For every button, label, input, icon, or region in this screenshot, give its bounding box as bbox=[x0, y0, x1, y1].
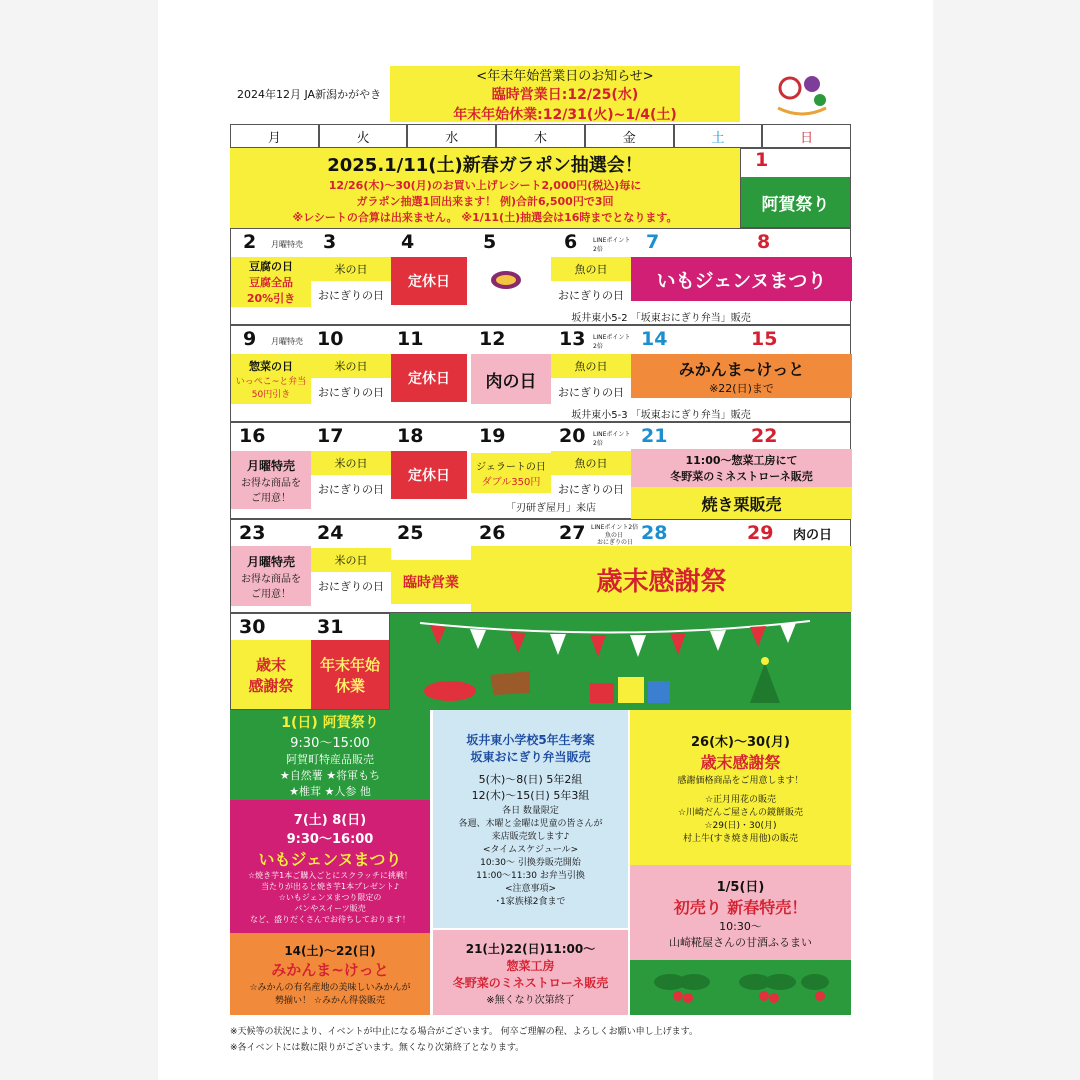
lottery-line3: ※レシートの合算は出来ません。 ※1/11(土)抽選会は16時までとなります。 bbox=[292, 211, 678, 224]
monday-sale-block-2 bbox=[231, 546, 311, 606]
mikan-market-block bbox=[631, 354, 852, 398]
roasted-chestnut-label: 焼き栗販売 bbox=[631, 487, 852, 519]
week-row-5 bbox=[230, 519, 851, 613]
imo-info-line2: 当たりが出ると焼き芋1本プレゼント♪ bbox=[261, 881, 399, 891]
imo-info-line4: パンやスイーツ販売 bbox=[294, 903, 366, 913]
sweet-potato-icon bbox=[489, 267, 523, 293]
day-21-number: 21 bbox=[641, 425, 668, 447]
day-31-number: 31 bbox=[317, 616, 344, 638]
notice-line2: 年末年始休業:12/31(火)~1/4(土) bbox=[453, 106, 677, 123]
minestrone-info-title: 21(土)22(日)11:00～ bbox=[465, 941, 596, 956]
school-info-title2: 坂東おにぎり弁当販売 bbox=[470, 750, 591, 764]
info-mikan-market bbox=[230, 933, 430, 1015]
info-new-year-sale bbox=[630, 865, 851, 960]
school-info-line9: <注意事項> bbox=[504, 884, 557, 894]
day-16-number: 16 bbox=[239, 425, 266, 447]
monday-sale-line1-2: お得な商品を bbox=[241, 573, 301, 585]
aga-info-title: 1(日) 阿賀祭り bbox=[281, 714, 379, 731]
weekday-fri: 金 bbox=[585, 124, 674, 148]
fish-day-label: 魚の日 bbox=[551, 257, 631, 281]
day-27-number: 27 bbox=[559, 522, 586, 544]
school-info-title1: 坂井東小学校5年生考案 bbox=[466, 733, 595, 747]
info-minestrone bbox=[433, 930, 628, 1015]
closed-day-label-2: 定休日 bbox=[391, 354, 467, 402]
day-13-number: 13 bbox=[559, 328, 586, 350]
week-row-4 bbox=[230, 422, 851, 519]
school-info-line7: 10:30～ 引換券販売開始 bbox=[480, 858, 581, 868]
day-26-number: 26 bbox=[479, 522, 506, 544]
weekday-thu: 木 bbox=[496, 124, 585, 148]
weekday-sat: 土 bbox=[674, 124, 763, 148]
minestrone-info-line1: 惣菜工房 bbox=[506, 958, 555, 973]
day-1-cell bbox=[740, 148, 851, 228]
holiday-31-line2: 休業 bbox=[334, 676, 365, 695]
monday-sale-tag: 月曜特売 bbox=[271, 240, 303, 249]
day-30-number: 30 bbox=[239, 616, 266, 638]
day-14-number: 14 bbox=[641, 328, 668, 350]
fish-day-label-2: 魚の日 bbox=[551, 354, 631, 378]
week-row-2 bbox=[230, 228, 851, 325]
day-17-number: 17 bbox=[317, 425, 344, 447]
bunting-flags-icon bbox=[390, 613, 851, 710]
weekday-sun: 日 bbox=[762, 124, 851, 148]
onigiri-day-small: おにぎりの日 bbox=[597, 539, 634, 546]
newyear-info-line1: 10:30～ bbox=[719, 919, 762, 933]
minestrone-line2: 冬野菜のミネストローネ販売 bbox=[670, 470, 813, 483]
info-aga-festival bbox=[230, 710, 430, 800]
thanks-info-line2: ☆正月用花の販売 bbox=[704, 795, 777, 805]
line-point-tag-3: LINEポイント2倍 bbox=[593, 431, 631, 447]
holly-decoration-icon bbox=[630, 960, 851, 1015]
brand-logo-icon bbox=[772, 68, 832, 120]
sozai-day-label: 惣菜の日 bbox=[249, 360, 293, 373]
imo-info-date: 7(土) 8(日) bbox=[293, 812, 367, 828]
day-5-number: 5 bbox=[483, 231, 497, 253]
imo-info-title: いもジェンヌまつり bbox=[258, 849, 402, 869]
rice-day-label: 米の日 bbox=[311, 257, 391, 281]
minestrone-line1: 11:00～惣菜工房にて bbox=[685, 454, 798, 467]
imo-info-time: 9:30～16:00 bbox=[286, 831, 374, 847]
minestrone-info-line3: ※無くなり次第終了 bbox=[486, 994, 575, 1006]
sozai-discount-label: 50円引き bbox=[251, 390, 291, 400]
weekday-mon: 月 bbox=[230, 124, 319, 148]
aga-festival-label: 阿賀祭り bbox=[741, 177, 850, 227]
day-23-number: 23 bbox=[239, 522, 266, 544]
monday-sale-title-2: 月曜特売 bbox=[246, 554, 295, 569]
info-school-bento bbox=[433, 710, 628, 928]
weekday-header bbox=[230, 124, 851, 148]
onigiri-day-label-fri-2: おにぎりの日 bbox=[558, 386, 624, 399]
aga-info-line2: ★自然薯 ★将軍もち bbox=[279, 768, 381, 782]
mikan-info-date: 14(土)～22(日) bbox=[284, 944, 376, 958]
lottery-title: 2025.1/11(土)新春ガラポン抽選会！ bbox=[327, 155, 643, 176]
monday-sale-title: 月曜特売 bbox=[246, 458, 295, 473]
monday-sale-line2-2: ご用意！ bbox=[251, 588, 291, 600]
day-9-number: 9 bbox=[243, 328, 257, 350]
day-3-number: 3 bbox=[323, 231, 337, 253]
info-year-end-thanks bbox=[630, 710, 851, 865]
holiday-closed-31 bbox=[311, 640, 389, 709]
thanks-info-line1: 感謝価格商品をご用意します！ bbox=[677, 776, 804, 786]
fish-day-label-3: 魚の日 bbox=[551, 451, 631, 475]
school-info-line8: 11:00～11:30 お弁当引換 bbox=[476, 871, 585, 881]
gelato-price-label: ダブル350円 bbox=[481, 477, 541, 488]
closed-day-label: 定休日 bbox=[391, 257, 467, 305]
thanks-info-line3: ☆川崎だんご屋さんの鏡餅販売 bbox=[677, 808, 804, 818]
weekday-tue: 火 bbox=[319, 124, 408, 148]
line-point-tag-4: LINEポイント2倍 bbox=[591, 524, 639, 531]
holiday-31-line1: 年末年始 bbox=[319, 655, 380, 674]
newyear-info-date: 1/5(日) bbox=[716, 879, 765, 895]
day-24-number: 24 bbox=[317, 522, 344, 544]
aga-info-line3: ★椎茸 ★人参 他 bbox=[289, 784, 371, 798]
imo-info-line3: ☆いもジェンヌまつり限定の bbox=[278, 892, 382, 902]
day-4-number: 4 bbox=[401, 231, 415, 253]
minestrone-block bbox=[631, 449, 852, 487]
tofu-discount-label: 20%引き bbox=[246, 292, 296, 305]
onigiri-day-label-fri: おにぎりの日 bbox=[558, 289, 624, 302]
mikan-market-until: ※22(日)まで bbox=[709, 381, 774, 395]
notice-box bbox=[390, 66, 740, 122]
day-1-number: 1 bbox=[755, 149, 769, 171]
thanks-30-line2: 感謝祭 bbox=[248, 676, 294, 695]
day-8-number: 8 bbox=[757, 231, 771, 253]
rice-day-label-2: 米の日 bbox=[311, 354, 391, 378]
fish-day-small: 魚の日 bbox=[605, 532, 624, 539]
day-22-number: 22 bbox=[751, 425, 778, 447]
school-info-line5: 来店販売致します♪ bbox=[491, 832, 570, 842]
header-store: 2024年12月 JA新潟かがやき bbox=[237, 88, 382, 101]
thanks-info-line4: ☆29(日)・30(月) bbox=[704, 821, 777, 831]
monday-sale-line2: ご用意！ bbox=[251, 492, 291, 504]
minestrone-info-line2: 冬野菜のミネストローネ販売 bbox=[452, 975, 609, 990]
day-2-number: 2 bbox=[243, 231, 257, 253]
school-info-line4: 各週、木曜と金曜は児童の皆さんが bbox=[458, 819, 603, 829]
lottery-line2: ガラポン抽選1回出来ます！ 例)合計6,500円で3回 bbox=[356, 195, 614, 208]
imo-info-line1: ☆焼き芋1本ご購入ごとにスクラッチに挑戦！ bbox=[247, 870, 413, 880]
school-info-line6: <タイムスケジュール> bbox=[482, 845, 579, 855]
tofu-day-label: 豆腐の日 bbox=[249, 260, 293, 273]
onigiri-day-label-3: おにぎりの日 bbox=[318, 483, 384, 496]
info-imo-festival bbox=[230, 800, 430, 933]
day-6-number: 6 bbox=[564, 231, 578, 253]
christmas-illustration bbox=[390, 613, 851, 710]
line-point-tag: LINEポイント2倍 bbox=[593, 237, 631, 253]
bento-sale-week2: 坂井東小5-2 「坂東おにぎり弁当」販売 bbox=[571, 312, 751, 324]
day-12-number: 12 bbox=[479, 328, 506, 350]
notice-line1: 臨時営業日:12/25(水) bbox=[491, 86, 639, 103]
thanks-festival-30 bbox=[231, 640, 311, 709]
day-11-number: 11 bbox=[397, 328, 424, 350]
aga-info-line1: 阿賀町特産品販売 bbox=[286, 752, 374, 766]
gelato-day-label: ジェラートの日 bbox=[476, 462, 546, 473]
closed-day-label-3: 定休日 bbox=[391, 451, 467, 499]
newyear-info-line2: 山崎糀屋さんの甘酒ふるまい bbox=[669, 935, 812, 949]
day-10-number: 10 bbox=[317, 328, 344, 350]
mikan-info-title: みかんま~けっと bbox=[271, 961, 389, 979]
footer-note-2: ※各イベントには数に限りがございます。無くなり次第終了となります。 bbox=[230, 1043, 525, 1053]
bento-sale-week3: 坂井東小5-3 「坂東おにぎり弁当」販売 bbox=[571, 409, 751, 421]
day-7-number: 7 bbox=[646, 231, 660, 253]
mikan-info-line2: 勢揃い！ ☆みかん得袋販売 bbox=[275, 996, 385, 1006]
school-info-line2: 12(木)～15(日) 5年3組 bbox=[471, 789, 590, 802]
imo-info-line5: など、盛りだくさんでお待ちしております！ bbox=[250, 914, 410, 924]
day-28-number: 28 bbox=[641, 522, 668, 544]
footer-note-1: ※天候等の状況により、イベントが中止になる場合がございます。 何卒ご理解の程、よろしくお願い申し上げます。 bbox=[230, 1027, 698, 1037]
day-20-number: 20 bbox=[559, 425, 586, 447]
thanks-info-title: 歳末感謝祭 bbox=[700, 753, 781, 772]
onigiri-day-label-fri-3: おにぎりの日 bbox=[558, 483, 624, 496]
mikan-market-label: みかんま~けっと bbox=[678, 359, 805, 379]
onigiri-day-label: おにぎりの日 bbox=[318, 289, 384, 302]
imo-festival-label: いもジェンヌまつり bbox=[631, 257, 852, 301]
monday-sale-line1: お得な商品を bbox=[241, 477, 301, 489]
day-18-number: 18 bbox=[397, 425, 424, 447]
thanks-info-line5: 村上牛(すき焼き用他)の販売 bbox=[682, 834, 799, 844]
day-15-number: 15 bbox=[751, 328, 778, 350]
rice-day-label-4: 米の日 bbox=[311, 548, 391, 572]
rice-day-label-3: 米の日 bbox=[311, 451, 391, 475]
onigiri-day-label-4: おにぎりの日 bbox=[318, 580, 384, 593]
day-19-number: 19 bbox=[479, 425, 506, 447]
school-info-line3: 各日 数量限定 bbox=[502, 806, 559, 816]
lottery-line1: 12/26(木)～30(月)のお買い上げレシート2,000円(税込)毎に bbox=[328, 179, 642, 192]
day-25-number: 25 bbox=[397, 522, 424, 544]
mikan-info-line1: ☆みかんの有名産地の美味しいみかんが bbox=[249, 983, 411, 993]
school-info-line10: ･1家族様2食まで bbox=[495, 897, 566, 907]
meat-day-29: 肉の日 bbox=[793, 528, 833, 543]
thanks-30-line1: 歳末 bbox=[255, 655, 286, 674]
thanks-info-date: 26(木)～30(月) bbox=[691, 735, 790, 750]
week-row-6 bbox=[230, 613, 390, 710]
tofu-all-label: 豆腐全品 bbox=[249, 276, 293, 289]
day-29-number: 29 bbox=[747, 522, 774, 544]
school-info-line1: 5(木)～8(日) 5年2組 bbox=[478, 773, 583, 786]
sozai-bento-label: いっぺこ~と弁当 bbox=[235, 377, 307, 387]
weekday-wed: 水 bbox=[407, 124, 496, 148]
notice-title: <年末年始営業日のお知らせ> bbox=[476, 68, 654, 84]
onigiri-day-label-2: おにぎりの日 bbox=[318, 386, 384, 399]
week-row-3 bbox=[230, 325, 851, 422]
line-point-tag-2: LINEポイント2倍 bbox=[593, 334, 631, 350]
meat-day-label: 肉の日 bbox=[471, 354, 551, 404]
knife-sharpener-visit: 「刃研ぎ屋月」来店 bbox=[506, 502, 596, 514]
monday-sale-tag-2: 月曜特売 bbox=[271, 337, 303, 346]
aga-info-time: 9:30～15:00 bbox=[290, 735, 370, 751]
tofu-day-block bbox=[231, 257, 311, 307]
newyear-info-title: 初売り 新春特売！ bbox=[673, 897, 808, 917]
lottery-banner bbox=[230, 148, 740, 228]
special-open-label: 臨時営業 bbox=[391, 560, 471, 604]
gelato-day-block bbox=[471, 453, 551, 493]
monday-sale-block bbox=[231, 451, 311, 509]
sozai-day-block bbox=[231, 354, 311, 404]
year-end-thanks-banner: 歳末感謝祭 bbox=[471, 546, 852, 612]
